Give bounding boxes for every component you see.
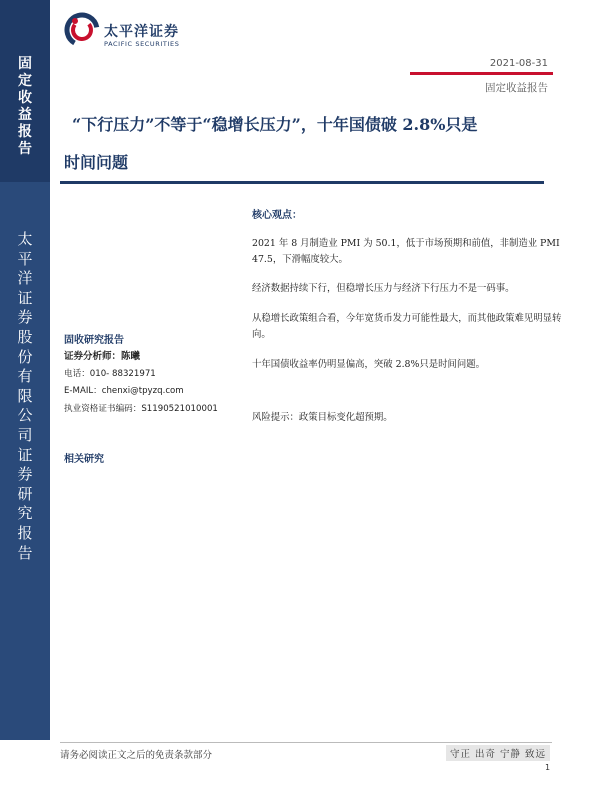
analyst-phone: 电话：010- 88321971	[64, 369, 156, 379]
header-accent-line	[410, 72, 553, 75]
sidebar-char: 益	[18, 107, 32, 123]
key-point-paragraph: 经济数据持续下行，但稳增长压力与经济下行压力不是一码事。	[252, 283, 515, 294]
sidebar-char: 司	[17, 425, 33, 444]
sidebar-char: 证	[17, 288, 33, 307]
key-point-paragraph: 十年国债收益率仍明显偏高，突破 2.8%只是时间问题。	[252, 359, 486, 370]
analyst-email[interactable]: E-MAIL：chenxi@tpyzq.com	[64, 386, 184, 396]
sidebar-company-name	[0, 230, 50, 563]
footer-motto: 守正 出奇 宁静 致远	[446, 745, 550, 761]
sidebar-char: 报	[18, 124, 32, 140]
sidebar-char: 券	[17, 465, 33, 484]
sidebar-char: 定	[18, 73, 32, 89]
key-points-heading: 核心观点：	[252, 210, 302, 221]
analyst-license-number: 执业资格证书编码：S1190521010001	[64, 404, 218, 414]
sidebar-char: 证	[17, 445, 33, 464]
related-research-heading: 相关研究	[64, 454, 104, 465]
sidebar-char: 收	[18, 90, 32, 106]
sidebar-char: 洋	[17, 269, 33, 288]
report-title-line-1: “下行压力”不等于“稳增长压力”，十年国债破 2.8%只是	[72, 115, 478, 134]
sidebar-char: 有	[17, 367, 33, 386]
sidebar-char: 固	[18, 56, 32, 72]
sidebar-char: 报	[17, 523, 33, 542]
sidebar-char: 券	[17, 308, 33, 327]
sidebar-char: 平	[17, 249, 33, 268]
sidebar-char: 告	[17, 543, 33, 562]
analyst-name: 证券分析师：陈曦	[64, 351, 141, 362]
logo-chinese-name: 太平洋证券	[104, 24, 179, 40]
footer-disclaimer: 请务必阅读正文之后的免责条款部分	[60, 750, 213, 761]
key-point-paragraph: 2021 年 8 月制造业 PMI 为 50.1，低于市场预期和前值，非制造业 PMI 47.5，下滑幅度较大。	[252, 238, 560, 265]
sidebar-char: 份	[17, 347, 33, 366]
research-report-type: 固收研究报告	[64, 335, 124, 346]
sidebar-char: 限	[17, 386, 33, 405]
sidebar-char: 太	[17, 230, 33, 248]
report-title-line-2: 时间问题	[64, 153, 129, 172]
key-point-paragraph: 从稳增长政策组合看，今年宽货币发力可能性最大，而其他政策难见明显转向。	[252, 313, 562, 340]
sidebar-char: 公	[17, 406, 33, 425]
logo-english-name: PACIFIC SECURITIES	[104, 40, 180, 48]
title-divider	[60, 181, 544, 184]
sidebar-char: 究	[17, 504, 33, 523]
risk-warning: 风险提示：政策目标变化超预期。	[252, 412, 393, 423]
sidebar-doc-category	[0, 56, 50, 158]
report-type-label: 固定收益报告	[485, 82, 548, 94]
report-date: 2021-08-31	[489, 58, 548, 69]
sidebar-char: 研	[17, 484, 33, 503]
sidebar-char: 股	[17, 327, 33, 346]
page-number: 1	[545, 763, 551, 772]
sidebar-char: 告	[18, 141, 32, 157]
footer-divider	[60, 742, 552, 743]
pacific-securities-logo-icon	[64, 12, 100, 48]
